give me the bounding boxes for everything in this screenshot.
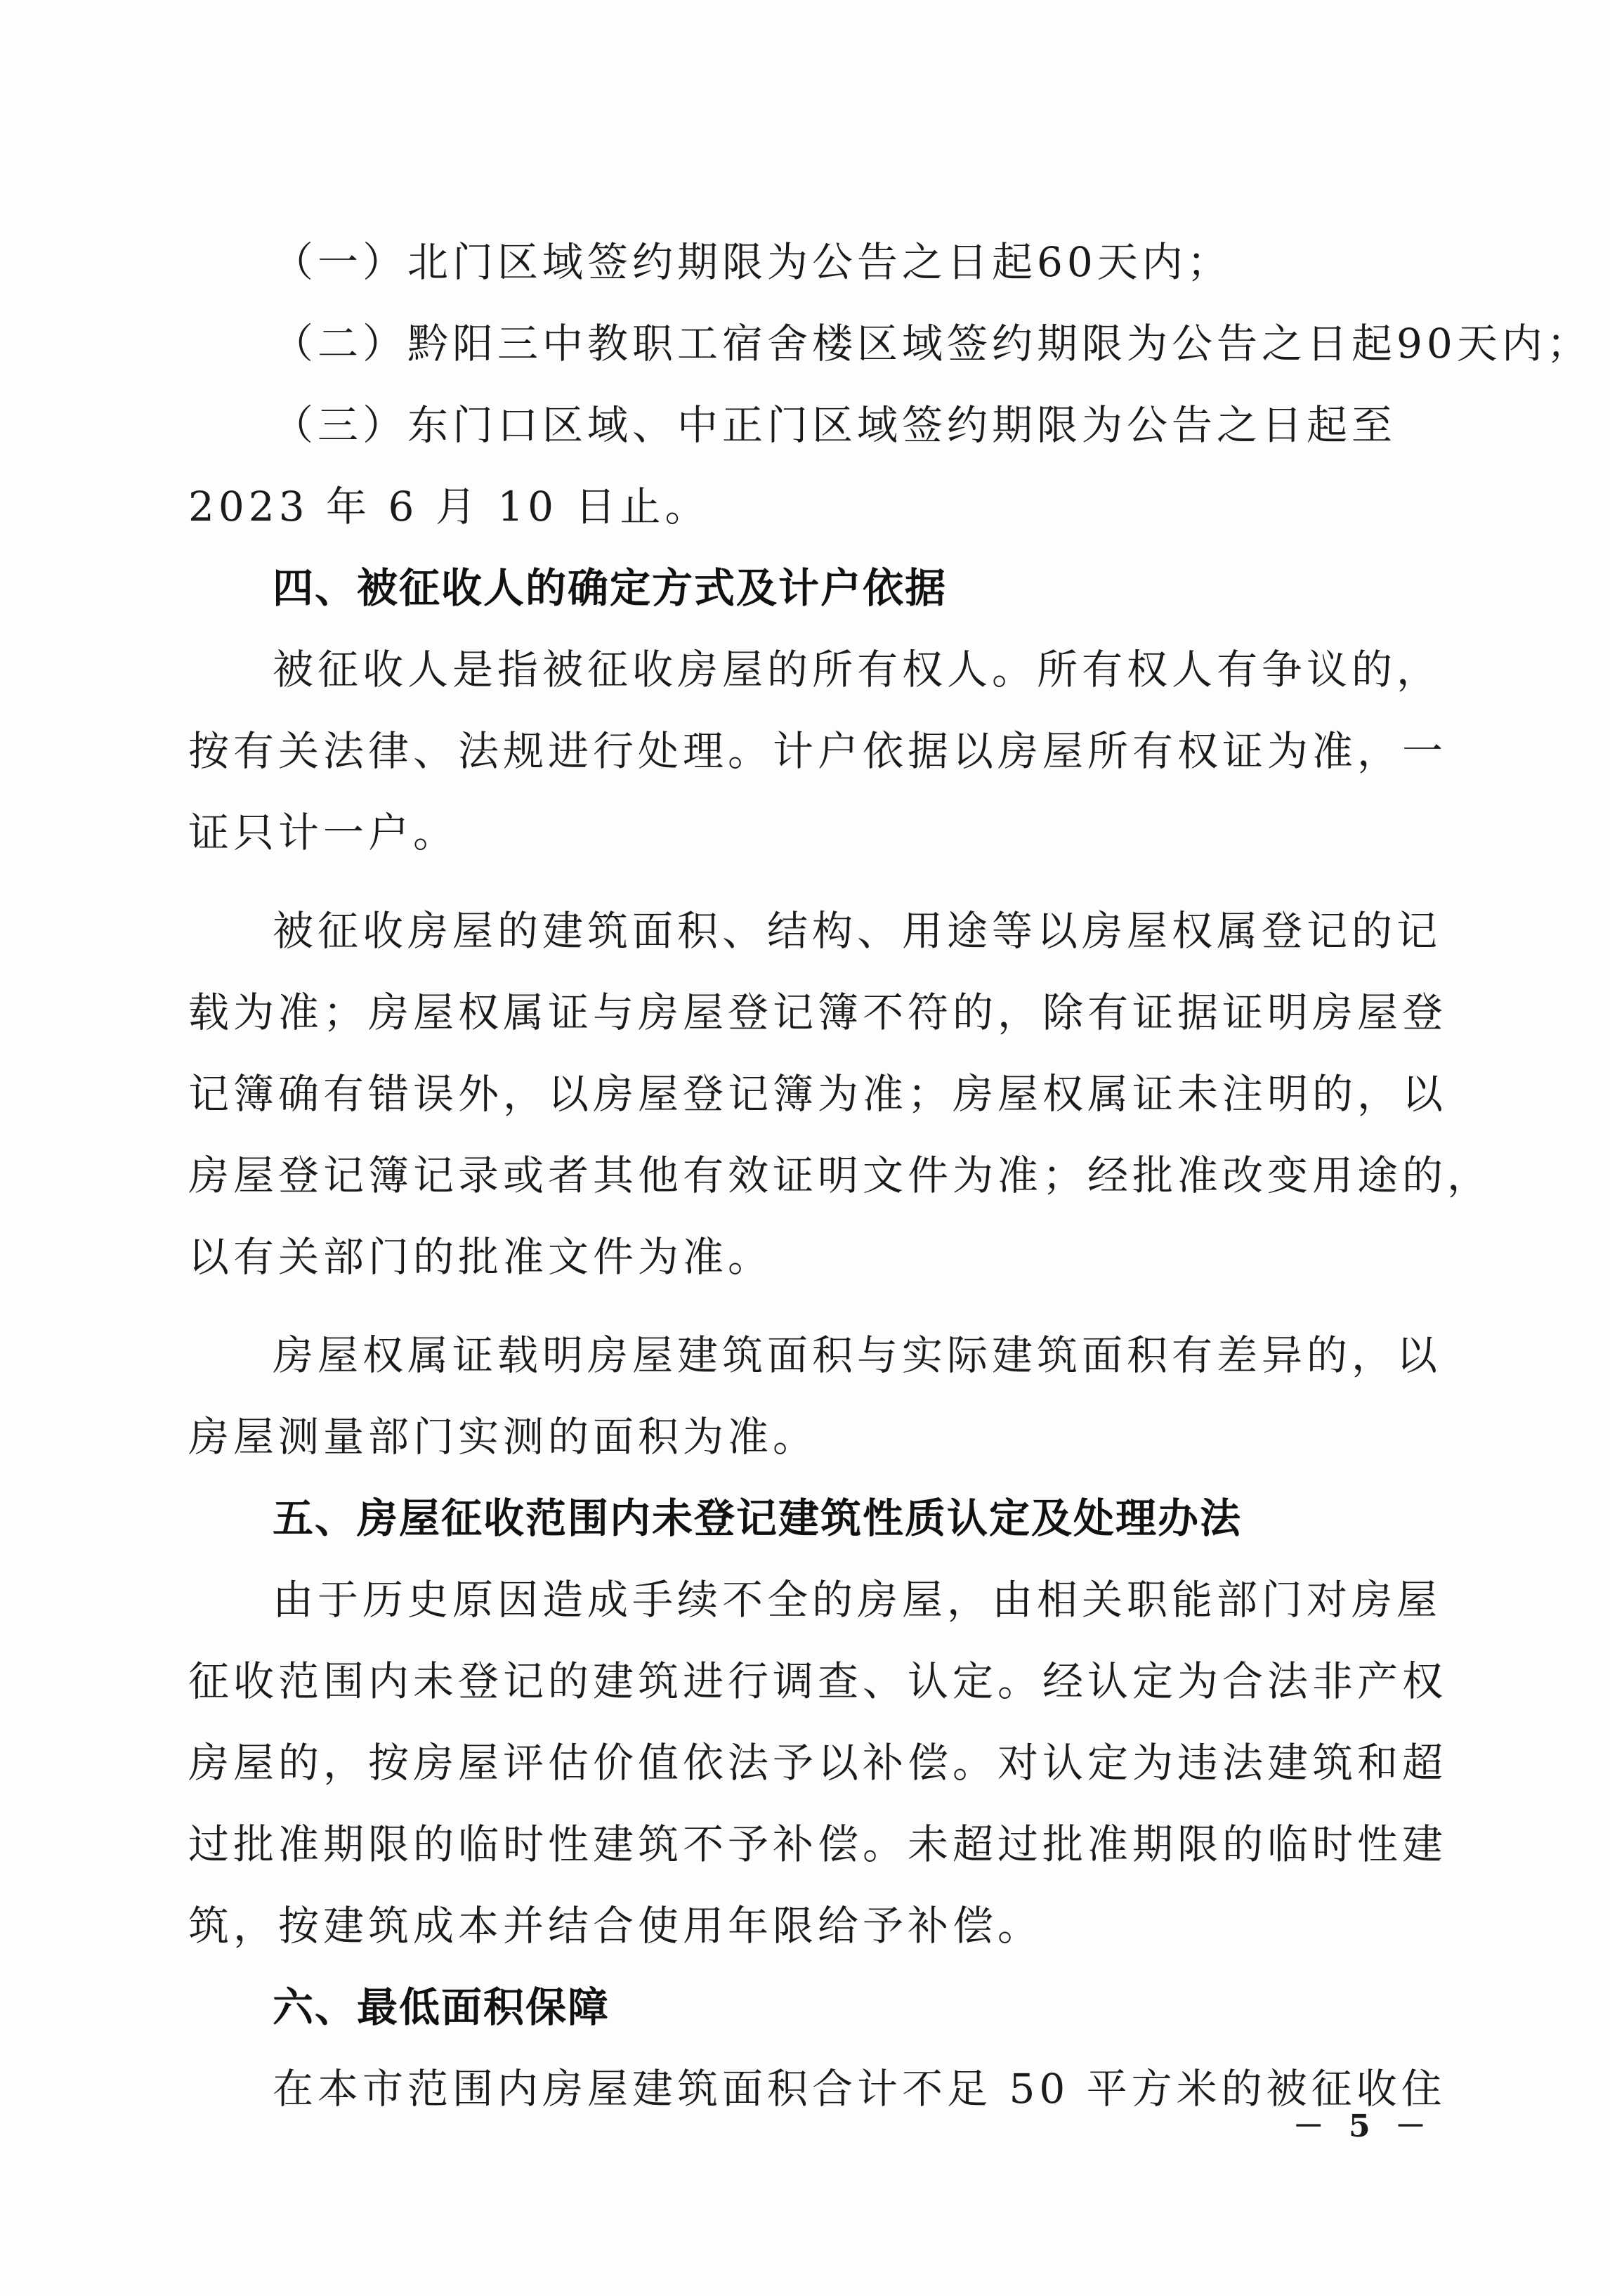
page-number: － 5 － xyxy=(1292,2108,1433,2144)
section-4-para3-line: 房屋测量部门实测的面积为准。 xyxy=(188,1413,818,1461)
section-4-para3-line: 房屋权属证载明房屋建筑面积与实际建筑面积有差异的，以 xyxy=(273,1331,1442,1379)
section-4-para2-line: 被征收房屋的建筑面积、结构、用途等以房屋权属登记的记 xyxy=(273,907,1442,955)
deadline-item-2: （二）黔阳三中教职工宿舍楼区域签约期限为公告之日起90天内； xyxy=(273,320,1592,367)
section-4-para2-line: 载为准；房屋权属证与房屋登记簿不符的，除有证据证明房屋登 xyxy=(188,989,1448,1036)
section-4-para1-line: 证只计一户。 xyxy=(188,809,459,856)
section-4-para1-line: 按有关法律、法规进行处理。计户依据以房屋所有权证为准，一 xyxy=(188,727,1448,775)
section-4-para2-line: 以有关部门的批准文件为准。 xyxy=(188,1233,773,1281)
section-5-para1-line: 过批准期限的临时性建筑不予补偿。未超过批准期限的临时性建 xyxy=(188,1820,1448,1868)
deadline-item-3: （三）东门口区域、中正门区域签约期限为公告之日起至 xyxy=(273,401,1397,449)
section-4-para2-line: 房屋登记簿记录或者其他有效证明文件为准；经批准改变用途的， xyxy=(188,1152,1493,1199)
section-4-para2-line: 记簿确有错误外，以房屋登记簿为准；房屋权属证未注明的，以 xyxy=(188,1070,1448,1118)
section-5-para1-line: 由于历史原因造成手续不全的房屋，由相关职能部门对房屋 xyxy=(273,1576,1442,1624)
section-4-heading: 四、被征收人的确定方式及计户依据 xyxy=(273,564,948,612)
section-5-para1-line: 征收范围内未登记的建筑进行调查、认定。经认定为合法非产权 xyxy=(188,1657,1448,1705)
paragraph-gap xyxy=(188,873,1425,890)
document-body xyxy=(188,221,1592,2129)
deadline-item-3-cont: 2023 年 6 月 10 日止。 xyxy=(188,483,710,530)
paragraph-gap xyxy=(188,1298,1425,1315)
section-5-para1-line: 筑，按建筑成本并结合使用年限给予补偿。 xyxy=(188,1902,1043,1950)
deadline-item-1: （一）北门区域签约期限为公告之日起60天内； xyxy=(273,238,1232,286)
section-6-para1-line: 在本市范围内房屋建筑面积合计不足 50 平方米的被征收住 xyxy=(273,2065,1446,2113)
section-4-para1-line: 被征收人是指被征收房屋的所有权人。所有权人有争议的， xyxy=(273,646,1442,693)
section-5-para1-line: 房屋的，按房屋评估价值依法予以补偿。对认定为违法建筑和超 xyxy=(188,1739,1448,1787)
section-6-heading: 六、最低面积保障 xyxy=(273,1983,610,2031)
section-5-heading: 五、房屋征收范围内未登记建筑性质认定及处理办法 xyxy=(273,1494,1243,1542)
